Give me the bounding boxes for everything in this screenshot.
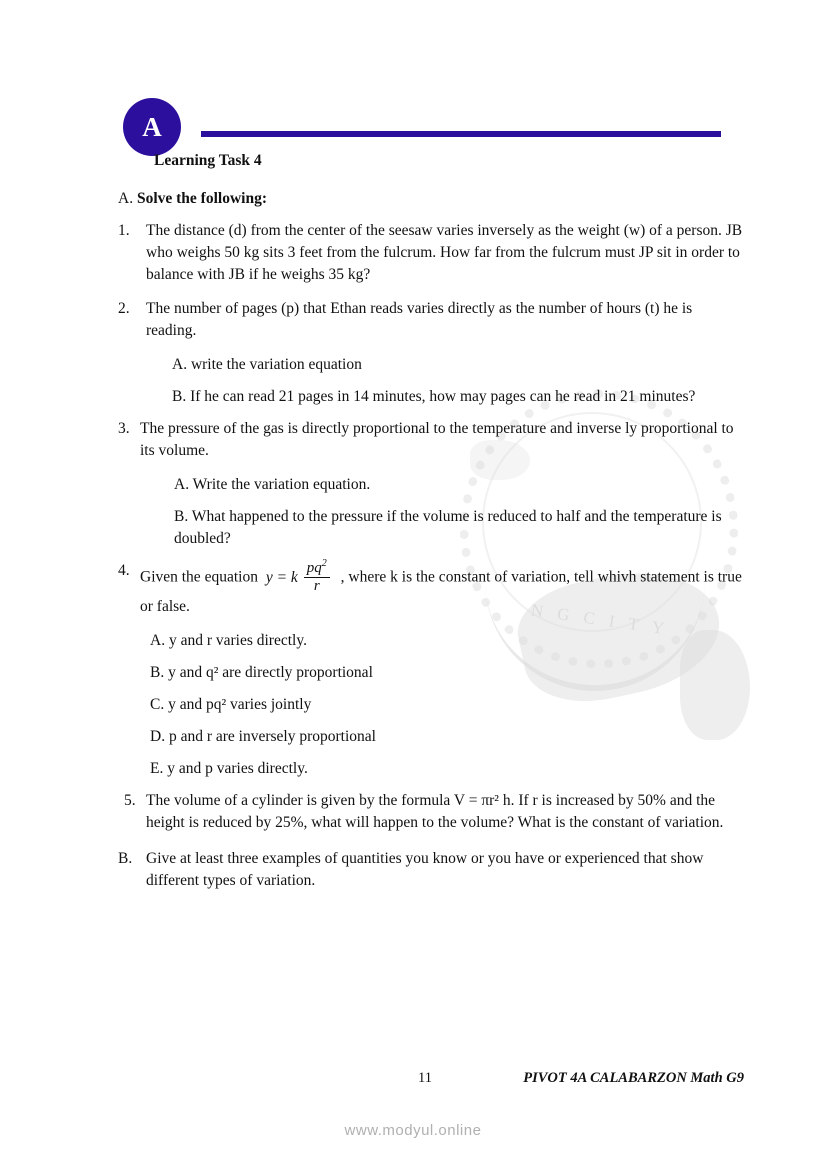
list-item: [118, 298, 746, 342]
section-b: [118, 848, 746, 892]
item-text: The volume of a cylinder is given by the formula V = πr² h. If r is increased by 50% and the height is reduced by 25%, what will happen to the volume? What is the constant of variation.: [146, 792, 724, 831]
choice-item: C. y and pq² varies jointly: [150, 696, 312, 713]
item-text: The number of pages (p) that Ethan reads varies directly as the number of hours (t) he is reading.: [146, 300, 693, 339]
task-title: Learning Task 4: [154, 152, 262, 169]
item-number: 4.: [118, 562, 130, 579]
list-item: [118, 418, 746, 462]
item-text-before-equation: Given the equation: [140, 568, 258, 586]
item-subitem: B. If he can read 21 pages in 14 minutes, how may pages can he read in 21 minutes?: [172, 388, 696, 405]
choice-item: E. y and p varies directly.: [150, 760, 308, 777]
choice-item: D. p and r are inversely proportional: [150, 728, 376, 745]
choice-item: B. y and q² are directly proportional: [150, 664, 373, 681]
item-subitem: A. Write the variation equation.: [174, 476, 371, 493]
item-text: The pressure of the gas is directly proportional to the temperature and inverse ly proportional to its volume.: [140, 420, 734, 459]
section-a-title: Solve the following:: [136, 190, 267, 207]
equation-lead: y = k: [265, 569, 298, 586]
section-b-label: B.: [118, 850, 133, 867]
choice-item: A. y and r varies directly.: [150, 632, 307, 649]
item-number: 2.: [118, 300, 130, 317]
item-number: 3.: [118, 420, 130, 437]
item-text-after-equation: , where k is the constant of variation, tell whivh statement is true or false.: [140, 568, 742, 615]
numerator-exponent: 2: [321, 558, 327, 569]
item-text: The distance (d) from the center of the seesaw varies inversely as the weight (w) of a person. JB who weighs 50 kg sits 3 feet from the fulcrum. How far from the fulcrum must JP sit in order to balance with JB if he weighs 35 kg?: [146, 222, 743, 283]
section-badge: A: [123, 98, 181, 156]
list-item: [118, 220, 746, 286]
section-a-label: A.: [118, 190, 134, 207]
section-b-text: Give at least three examples of quantities you know or you have or experienced that show different types of variation.: [146, 850, 704, 889]
list-item: [124, 790, 746, 834]
site-watermark: www.modyul.online: [344, 1122, 482, 1139]
item-subitem: A. write the variation equation: [172, 356, 362, 373]
list-item: [118, 560, 746, 618]
stamp-arc-text: N G C I T Y: [529, 600, 671, 639]
item-number: 5.: [124, 792, 136, 809]
document-body: [118, 150, 746, 904]
equation-fraction: [304, 559, 330, 595]
item-subitem: B. What happened to the pressure if the volume is reduced to half and the temperature is doubled?: [174, 508, 722, 547]
fraction-denominator: r: [313, 577, 320, 594]
item-number: 1.: [118, 222, 130, 239]
footer-title: PIVOT 4A CALABARZON Math G9: [523, 1070, 744, 1086]
variation-equation: [266, 560, 333, 596]
page-number: 11: [418, 1070, 432, 1086]
fraction-numerator: $pq^2$: [306, 558, 327, 576]
section-header: [123, 98, 713, 158]
section-a-heading: [118, 188, 746, 210]
header-rule: [201, 131, 721, 137]
item-text: [140, 560, 746, 618]
